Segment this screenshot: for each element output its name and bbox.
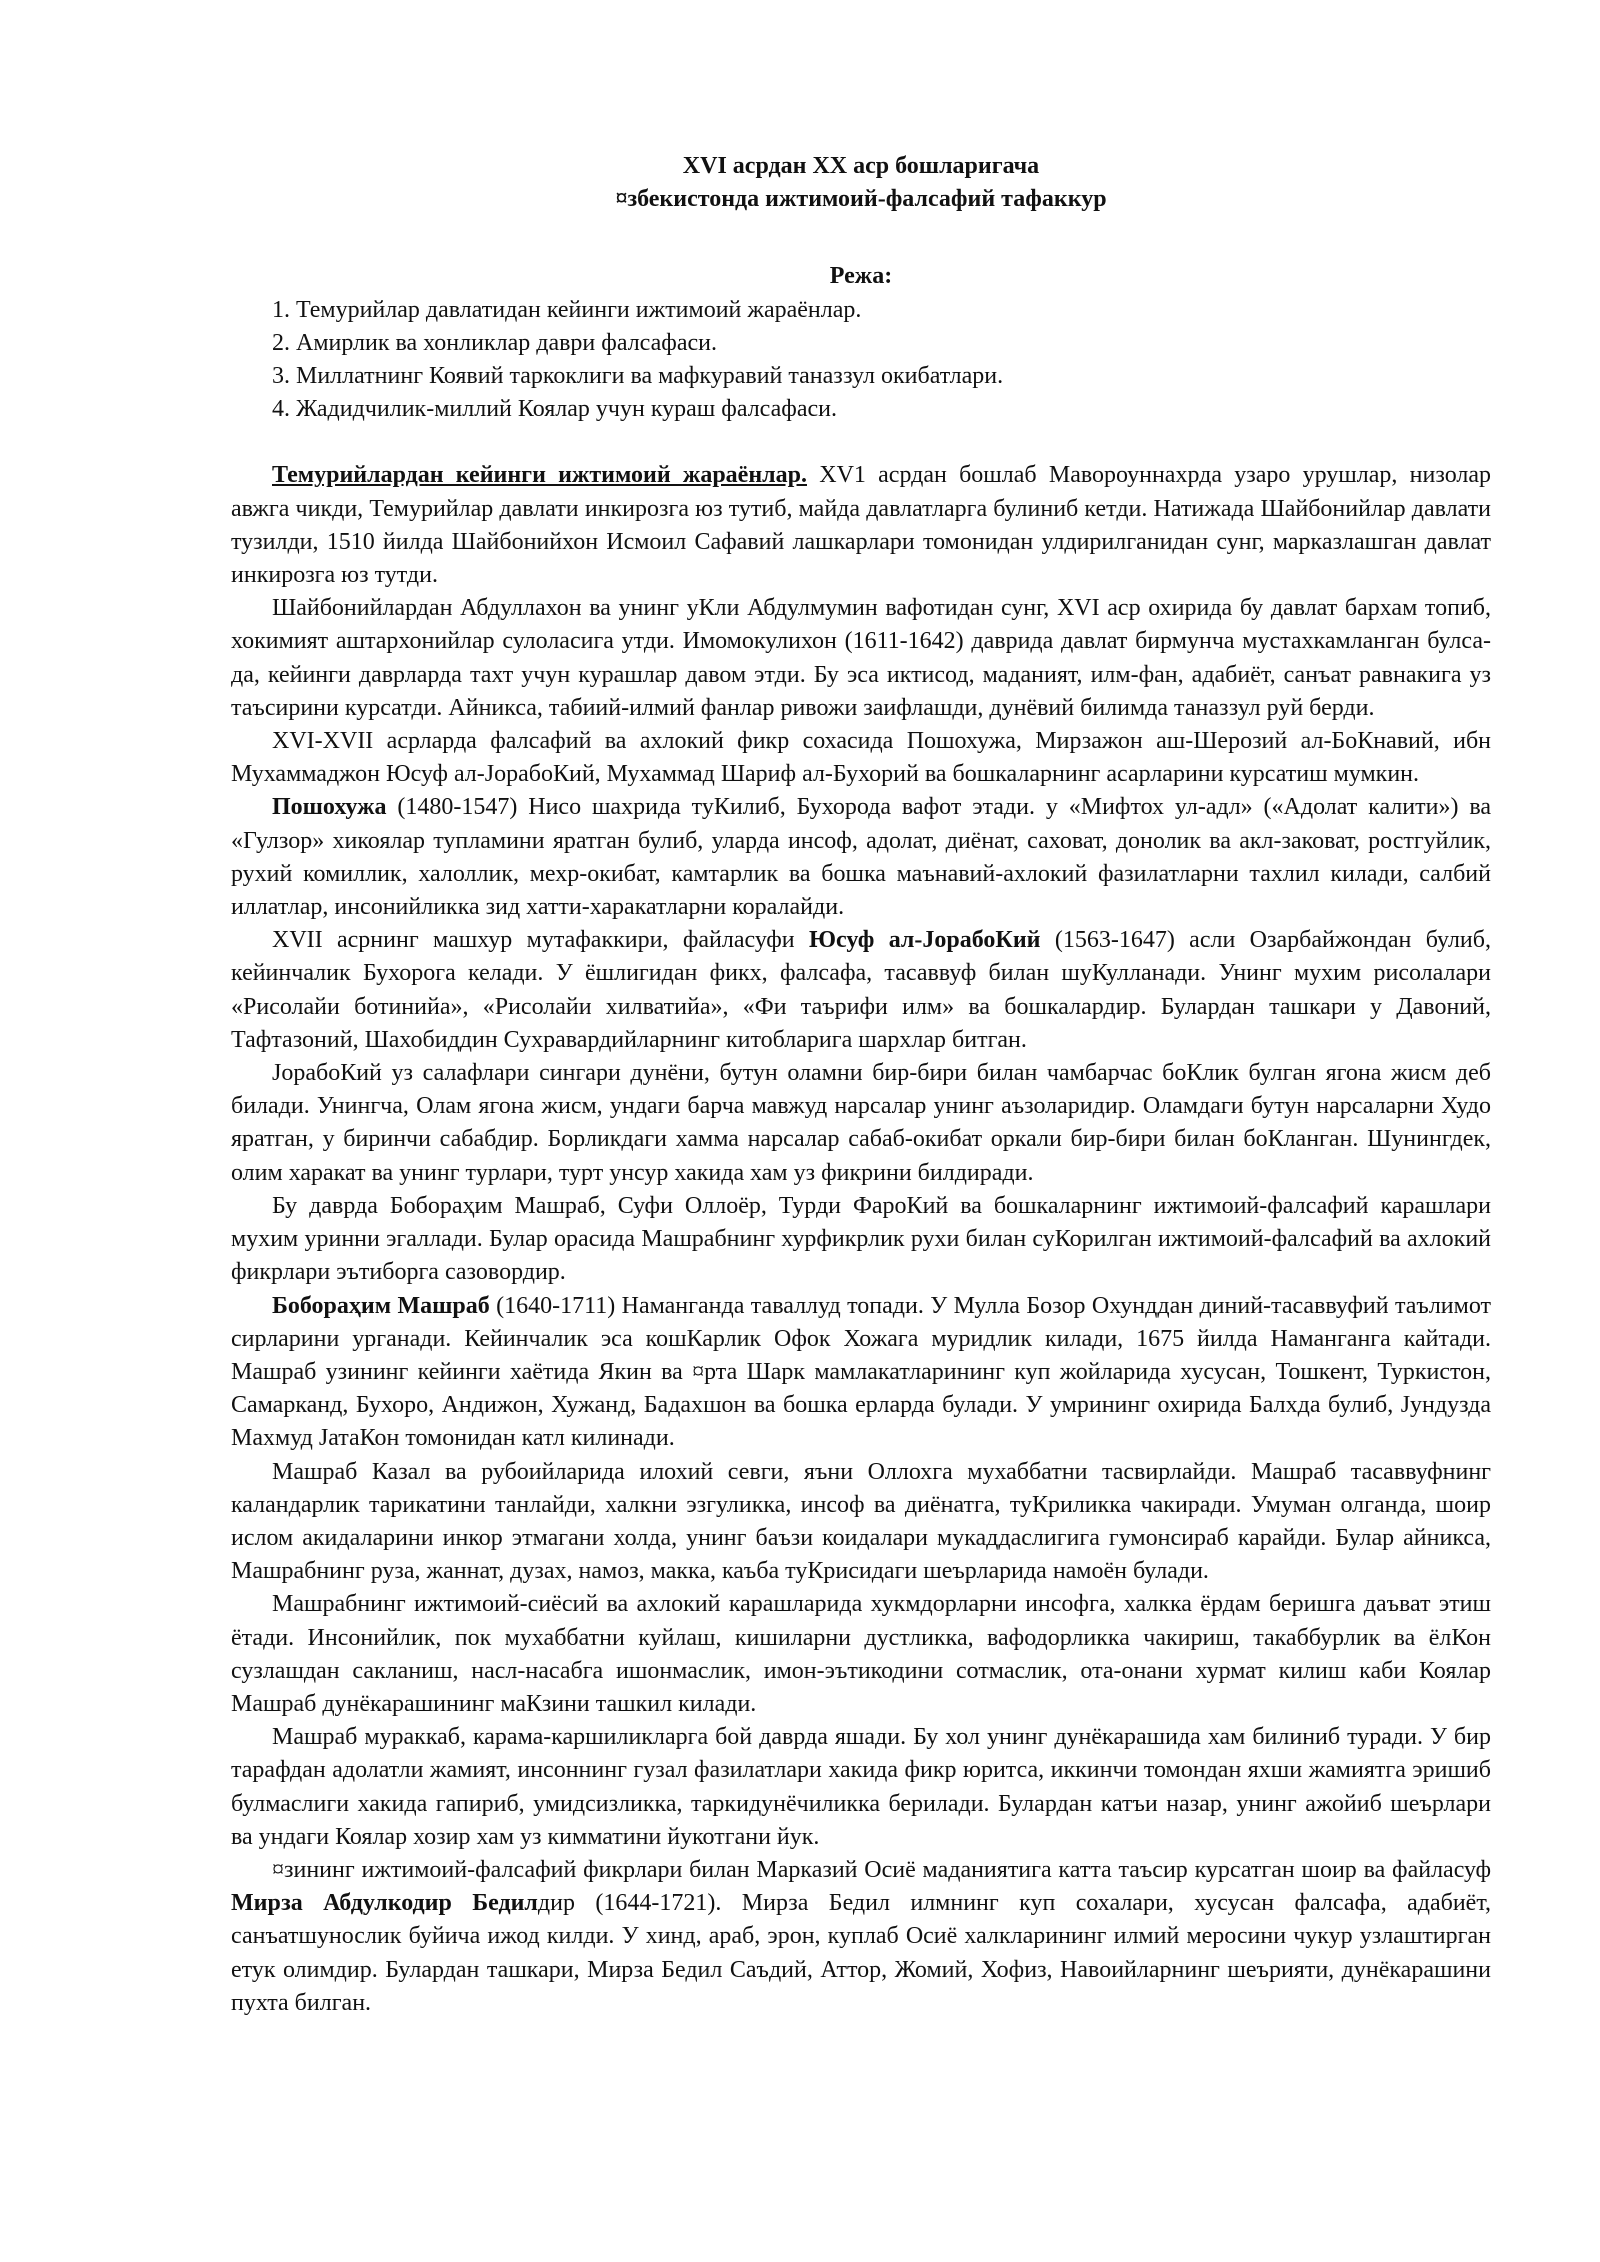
person-name: Пошохужа — [272, 794, 387, 821]
paragraph — [231, 459, 1491, 592]
paragraph: Машрабнинг ижтимоий-сиёсий ва ахлокий карашларида хукмдорларни инсофга, халкка ёрдам беришга даъват этиш ётади. Инсонийлик, пок мухаббатни куйлаш, кишиларни дустликка, вафодорликка чакириш, такаббурлик ва ёлКон сузлашдан сакланиш, насл-насабга ишонмаслик, имон-эътикодини сотмаслик, ота-онани хурмат килиш каби Коялар Машраб дунёкарашининг маКзини ташкил килади. — [231, 1591, 1491, 1717]
plan-item: 3. Миллатнинг Коявий таркоклиги ва мафкуравий таназзул окибатлари. — [272, 363, 1004, 390]
paragraph — [231, 1290, 1491, 1456]
paragraph-text: дир (1644-1721). Мирза Бедил илмнинг куп сохалари, хусусан фалсафа, адабиёт, санъатшунослик буйича ижод килди. У хинд, араб, эрон, куплаб Осиё халкларининг илмий меросини чукур узлаштирган етук олимдир. Булардан ташкари, Мирза Бедил Саъдий, Аттор, Жомий, Хофиз, Навоийларнинг шеърияти, дунёкарашини пухта билган. — [231, 1890, 1492, 2016]
plan-heading: Режа: — [829, 263, 893, 290]
person-name: Бобораҳим Машраб — [272, 1292, 490, 1319]
paragraph: Машраб Казал ва рубоийларида илохий севги, яъни Оллохга мухаббатни тасвирлайди. Машраб тасаввуфнинг каландарлик тарикатини танлайди, халкни эзгуликка, инсоф ва диёнатга, туКриликка чакиради. Умуман олганда, шоир ислом акидаларини инкор этмагани холда, унинг баъзи коидалари мукаддаслигига гумонсираб карайди. Булар айникса, Машрабнинг руза, жаннат, дузах, намоз, макка, каъба туКрисидаги шеърларида намоён булади. — [231, 1458, 1491, 1585]
paragraph — [231, 791, 1491, 924]
paragraph-text: (1640-1711) Наманганда таваллуд топади. У Мулла Бозор Охунддан диний-тасаввуфий таълимот сирларини урганади. Кейинчалик эса кошКарлик Офок Хожага муридлик килади, 1675 йилда Наманганга кайтади. Машраб узининг кейинги хаётида Якин ва ¤рта Шарк мамлакатларининг куп жойларида хусусан, Тошкент, Туркистон, Самарканд, Бухоро, Андижон, Хужанд, Бадахшон ва бошка ерларда булади. У умрининг охирида Балхда булиб, Jундузда Махмуд JатаКон томонидан катл килинади. — [231, 1292, 1491, 1452]
person-name: Юсуф ал-JорабоКий — [809, 927, 1041, 954]
paragraph: XVI-XVII асрларда фалсафий ва ахлокий фикр сохасида Пошохужа, Мирзажон аш-Шерозий ал-БоКнавий, ибн Мухаммаджон Юсуф ал-JорабоКий, Мухаммад Шариф ал-Бухорий ва бошкаларнинг асарларини курсатиш мумкин. — [231, 728, 1491, 788]
paragraph-text: ¤зининг ижтимоий-фалсафий фикрлари билан Марказий Осиё маданиятига катта таъсир курсатган шоир ва файласуф — [272, 1856, 1491, 1883]
paragraph-text: XV1 асрдан бошлаб Мавороуннахрда узаро урушлар, низолар авжга чикди, Темурийлар давлати инкирозга юз тутиб, майда давлатларга булиниб кетди. Натижада Шайбонийлар давлати тузилди, 1510 йилда Шайбонийхон Исмоил Сафавий лашкарлари томонидан улдирилганидан сунг, марказлашган давлат инкирозга юз тутди. — [231, 462, 1492, 589]
paragraph-text: (1480-1547) Нисо шахрида туКилиб, Бухорода вафот этади. у «Мифтох ул-адл» («Адолат калити») ва «Гулзор» хикоялар тупламини яратган булиб, уларда инсоф, адолат, диёнат, саховат, донолик ва акл-заковат, ростгуйлик, рухий комиллик, халоллик, мехр-окибат, камтарлик ва бошка маънавий-ахлокий фазилатларни тахлил килади, салбий иллатлар, инсонийликка зид хатти-харакатларни коралайди. — [231, 794, 1491, 921]
plan-list — [231, 294, 1491, 427]
document-title — [231, 150, 1491, 216]
plan-item: 1. Темурийлар давлатидан кейинги ижтимоий жараёнлар. — [272, 296, 862, 323]
person-name: Мирза Абдулкодир Бедил — [231, 1890, 538, 1917]
paragraph-text: (1563-1647) асли Озарбайжондан булиб, кейинчалик Бухорогa келади. У ёшлигидан фикх, фалсафа, тасаввуф билан шуКулланади. Унинг мухим рисолалари «Рисолайи ботинийа», «Рисолайи хилватийа», «Фи таърифи илм» ва бошкалардир. Булардан ташкари у Давоний, Тафтазоний, Шахобиддин Сухравардийларнинг китобларига шархлар битган. — [231, 927, 1491, 1053]
title-line-2: ¤збекистонда ижтимоий-фалсафий тафаккур — [615, 186, 1107, 213]
paragraph — [231, 1854, 1491, 2020]
paragraph-text: XVII асрнинг машхур мутафаккири, файласуфи — [272, 927, 809, 954]
paragraph: Машраб мураккаб, карама-каршиликларга бой даврда яшади. Бу хол унинг дунёкарашида хам билиниб туради. У бир тарафдан адолатли жамият, инсоннинг гузал фазилатлари хакида фикр юритса, иккинчи томондан яхши жамиятга эришиб булмаслиги хакида гапириб, умидсизликка, таркидунёчиликка берилади. Булардан катъи назар, унинг ажойиб шеърлари ва ундаги Коялар хозир хам уз кимматини йукотгани йук. — [231, 1724, 1491, 1850]
title-line-1: XVI асрдан XX аср бошларигача — [682, 153, 1040, 179]
plan-item: 2. Амирлик ва хонликлар даври фалсафаси. — [272, 329, 717, 356]
paragraph: Бу даврда Бобораҳим Машраб, Суфи Оллоёр, Турди ФароКий ва бошкаларнинг ижтимоий-фалсафий карашлари мухим уринни эгаллади. Булар орасида Машрабнинг хурфикрлик рухи билан суКорилган ижтимоий-фалсафий ва ахлокий фикрлари эътиборга сазовордир. — [231, 1192, 1491, 1286]
paragraph — [231, 924, 1491, 1057]
document-body — [231, 459, 1491, 2020]
plan-item: 4. Жадидчилик-миллий Коялар учун кураш фалсафаси. — [272, 396, 837, 423]
paragraph: JорабоКий уз салафлари сингари дунёни, бутун оламни бир-бири билан чамбарчас боКлик булган ягона жисм деб билади. Унингча, Олам ягона жисм, ундаги барча мавжуд нарсалар унинг аъзоларидир. Оламдаги бутун нарсаларни Худо яратган, у биринчи сабабдир. Борликдаги хамма нарсалар сабаб-окибат оркали бир-бири билан боКланган. Шунингдек, олим харакат ва унинг турлари, турт унсур хакида хам уз фикрини билдиради. — [231, 1060, 1491, 1186]
paragraph: Шайбонийлардан Абдуллахон ва унинг уКли Абдулмумин вафотидан сунг, XVI аср охирида бу давлат бархам топиб, хокимият аштархонийлар сулоласига утди. Имомокулихон (1611-1642) даврида давлат бирмунча мустахкамланган булса-да, кейинги даврларда тахт учун курашлар давом этди. Бу эса иктисод, маданият, илм-фан, адабиёт, санъат равнакига уз таъсирини курсатди. Айникса, табиий-илмий фанлар ривожи заифлашди, дунёвий билимда таназзул руй берди. — [231, 595, 1491, 721]
section-heading: Темурийлардан кейинги ижтимоий жараёнлар. — [272, 462, 807, 489]
document-content — [231, 150, 1491, 2020]
